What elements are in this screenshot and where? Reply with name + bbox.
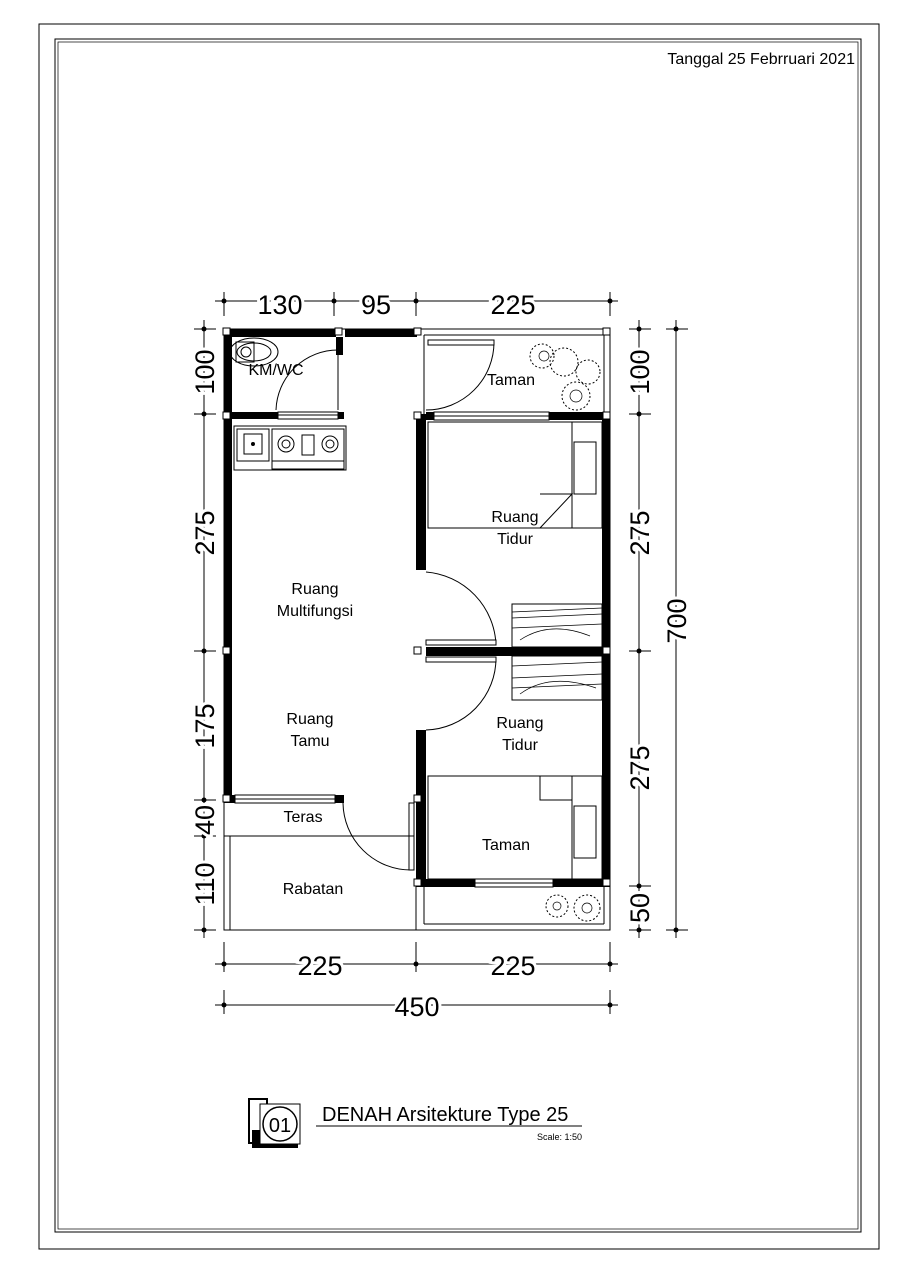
bottom-dimensions [215,942,618,1022]
label-tidur1-1: Ruang [491,509,539,526]
dim-top-1: 130 [257,290,303,320]
dim-top-3: 225 [490,290,536,320]
dim-bottom-total: 450 [394,992,440,1022]
title-block [248,1098,582,1148]
dim-left-3: 175 [190,703,220,749]
dim-top-2: 95 [360,290,392,320]
dim-bottom-2: 225 [490,951,536,981]
dim-right-2: 275 [625,510,655,556]
label-kmwc: KM/WC [248,362,304,379]
drawing-title: DENAH Arsitekture Type 25 [322,1104,569,1126]
bed-2 [428,776,602,879]
wardrobe-2 [512,656,602,700]
label-tidur2-2: Tidur [502,737,538,754]
dim-bottom-1: 225 [297,951,343,981]
inner-border [55,39,861,1232]
drawing-scale: Scale: 1:50 [536,1132,582,1142]
label-tamu-2: Tamu [290,733,330,750]
kitchen-counter [234,426,346,470]
top-dimensions [215,290,618,320]
label-multi-2: Multifungsi [276,603,354,620]
label-taman-top: Taman [486,372,536,389]
dim-left-4: 40 [190,804,220,836]
inner-border-2 [58,42,858,1229]
wardrobe-1 [512,604,602,647]
plants-top [530,344,600,410]
left-dimensions [190,320,220,938]
dim-left-5: 110 [190,862,220,906]
room-labels [248,362,543,898]
label-teras: Teras [283,809,323,826]
label-tamu-1: Ruang [286,711,334,728]
label-taman-bottom: Taman [481,837,531,854]
label-tidur2-1: Ruang [496,715,544,732]
dim-right-4: 50 [625,892,655,924]
label-multi-1: Ruang [291,581,339,598]
label-tidur1-2: Tidur [497,531,533,548]
dim-right-total: 700 [662,598,692,644]
outer-border [39,24,879,1249]
dim-right-3: 275 [625,745,655,791]
dim-left-2: 275 [190,510,220,556]
label-rabatan: Rabatan [282,881,344,898]
right-dimensions [625,320,692,938]
date-label: Tanggal 25 Febrruari 2021 [667,51,855,68]
dim-right-1: 100 [625,349,655,395]
dim-left-1: 100 [190,349,220,395]
drawing-number: 01 [268,1115,292,1137]
plants-bottom [546,895,600,921]
